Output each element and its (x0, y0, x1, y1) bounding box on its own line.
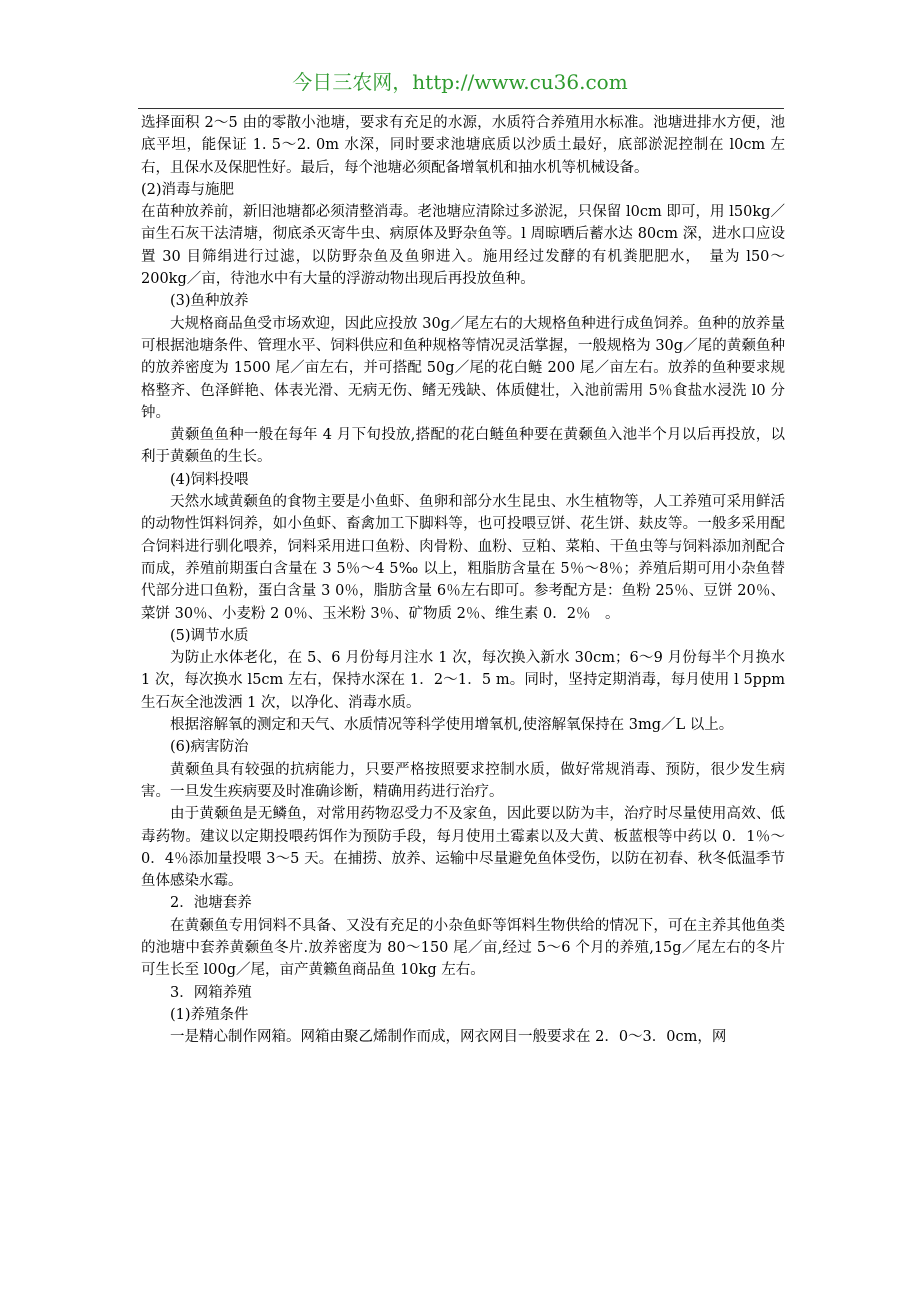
section-heading: (6)病害防治 (170, 739, 249, 756)
paragraph: 由于黄颡鱼是无鳞鱼，对常用药物忍受力不及家鱼，因此要以防为丰，治疗时尽量使用高效、低毒药物。建议以定期投喂药饵作为预防手段，每月使用土霉素以及大黄、板蓝根等中药以 0．1％～0．4％添加量投喂 3～5 天。在捕捞、放养、运输中尽量避免鱼体受伤，以防在初春、秋冬低温季节鱼体感染水霉。 (141, 806, 785, 890)
site-header: 今日三农网，http://www.cu36.com (292, 70, 628, 94)
section-heading: 2．池塘套养 (170, 895, 252, 912)
paragraph: 选择面积 2～5 由的零散小池塘，要求有充足的水源，水质符合养殖用水标准。池塘进排水方便，池底平坦，能保证 1. 5～2. 0m 水深，同时要求池塘底质以沙质土最好，底部淤泥控制在 l0cm 左右，且保水及保肥性好。最后，每个池塘必须配备增氧机和抽水机等机械设备。 (141, 115, 785, 176)
section-heading: (3)鱼种放养 (170, 293, 249, 310)
paragraph: 在苗种放养前，新旧池塘都必须清整消毒。老池塘应清除过多淤泥，只保留 l0cm 即可，用 l50kg／亩生石灰干法清塘，彻底杀灭寄牛虫、病原体及野杂鱼等。l 周晾晒后蓄水达 80cm 深，进水口应设置 30 目筛绢进行过滤，以防野杂鱼及鱼卵进入。施用经过发酵的有机粪肥肥水， 量为 l50～200kg／亩，待池水中有大量的浮游动物出现后再投放鱼种。 (141, 204, 785, 288)
section-heading: (1)养殖条件 (170, 1006, 249, 1023)
paragraph: 黄颡鱼鱼种一般在每年 4 月下旬投放,搭配的花白鲢鱼种要在黄颡鱼入池半个月以后再投放，以利于黄颡鱼的生长。 (141, 427, 785, 466)
section-heading: (4)饲料投喂 (170, 471, 249, 488)
section-heading: (5)调节水质 (170, 627, 249, 644)
section-heading: 3．网箱养殖 (170, 984, 252, 1001)
paragraph: 大规格商品鱼受市场欢迎，因此应投放 30g／尾左右的大规格鱼种进行成鱼饲养。鱼种的放养量可根据池塘条件、管理水平、饲料供应和鱼种规格等情况灵活掌握，一般规格为 30g／尾的黄颡鱼种的放养密度为 1500 尾／亩左右，并可搭配 50g／尾的花白鲢 200 尾／亩左右。放养的鱼种要求规格整齐、色泽鲜艳、体表光滑、无病无伤、鳍无残缺、体质健壮，入池前需用 5％食盐水浸洗 l0 分钟。 (141, 315, 785, 421)
paragraph: 一是精心制作网箱。网箱由聚乙烯制作而成，网衣网目一般要求在 2．0～3．0cm，网 (170, 1029, 727, 1046)
paragraph: 根据溶解氧的测定和天气、水质情况等科学使用增氧机,使溶解氧保持在 3mg／L 以上。 (170, 717, 734, 734)
header-rule (138, 108, 784, 109)
section-heading: (2)消毒与施肥 (141, 181, 235, 198)
paragraph: 黄颡鱼具有较强的抗病能力，只要严格按照要求控制水质，做好常规消毒、预防，很少发生病害。一旦发生疾病要及时准确诊断，精确用药进行治疗。 (141, 761, 785, 800)
paragraph: 在黄颡鱼专用饲料不具备、又没有充足的小杂鱼虾等饵料生物供给的情况下，可在主养其他鱼类的池塘中套养黄颡鱼冬片.放养密度为 80～150 尾／亩,经过 5～6 个月的养殖,15g／尾左右的冬片可生长至 l00g／尾，亩产黄籁鱼商品鱼 10kg 左右。 (141, 917, 785, 979)
document-body (141, 112, 785, 1048)
paragraph: 天然水域黄颡鱼的食物主要是小鱼虾、鱼卵和部分水生昆虫、水生植物等，人工养殖可采用鲜活的动物性饵料饲养，如小鱼虾、畜禽加工下脚料等，也可投喂豆饼、花生饼、麸皮等。一般多采用配合饲料进行驯化喂养，饲料采用进口鱼粉、肉骨粉、血粉、豆粕、菜粕、干鱼虫等与饲料添加剂配合而成，养殖前期蛋白含量在 3 5％～4 5‰ 以上，粗脂肪含量在 5％～8％；养殖后期可用小杂鱼替代部分进口鱼粉，蛋白含量 3 0％，脂肪含量 6％左右即可。参考配方是：鱼粉 25％、豆饼 20％、菜饼 30％、小麦粉 2 0％、玉米粉 3％、矿物质 2％、维生素 0．2％ 。 (141, 494, 785, 622)
paragraph: 为防止水体老化，在 5、6 月份每月注水 1 次，每次换入新水 30cm；6～9 月份每半个月换水 1 次，每次换水 l5cm 左右，保持水深在 1．2～1．5 m。同时，坚持定期消毒，每月使用 l 5ppm 生石灰全池泼洒 1 次，以净化、消毒水质。 (141, 650, 785, 711)
